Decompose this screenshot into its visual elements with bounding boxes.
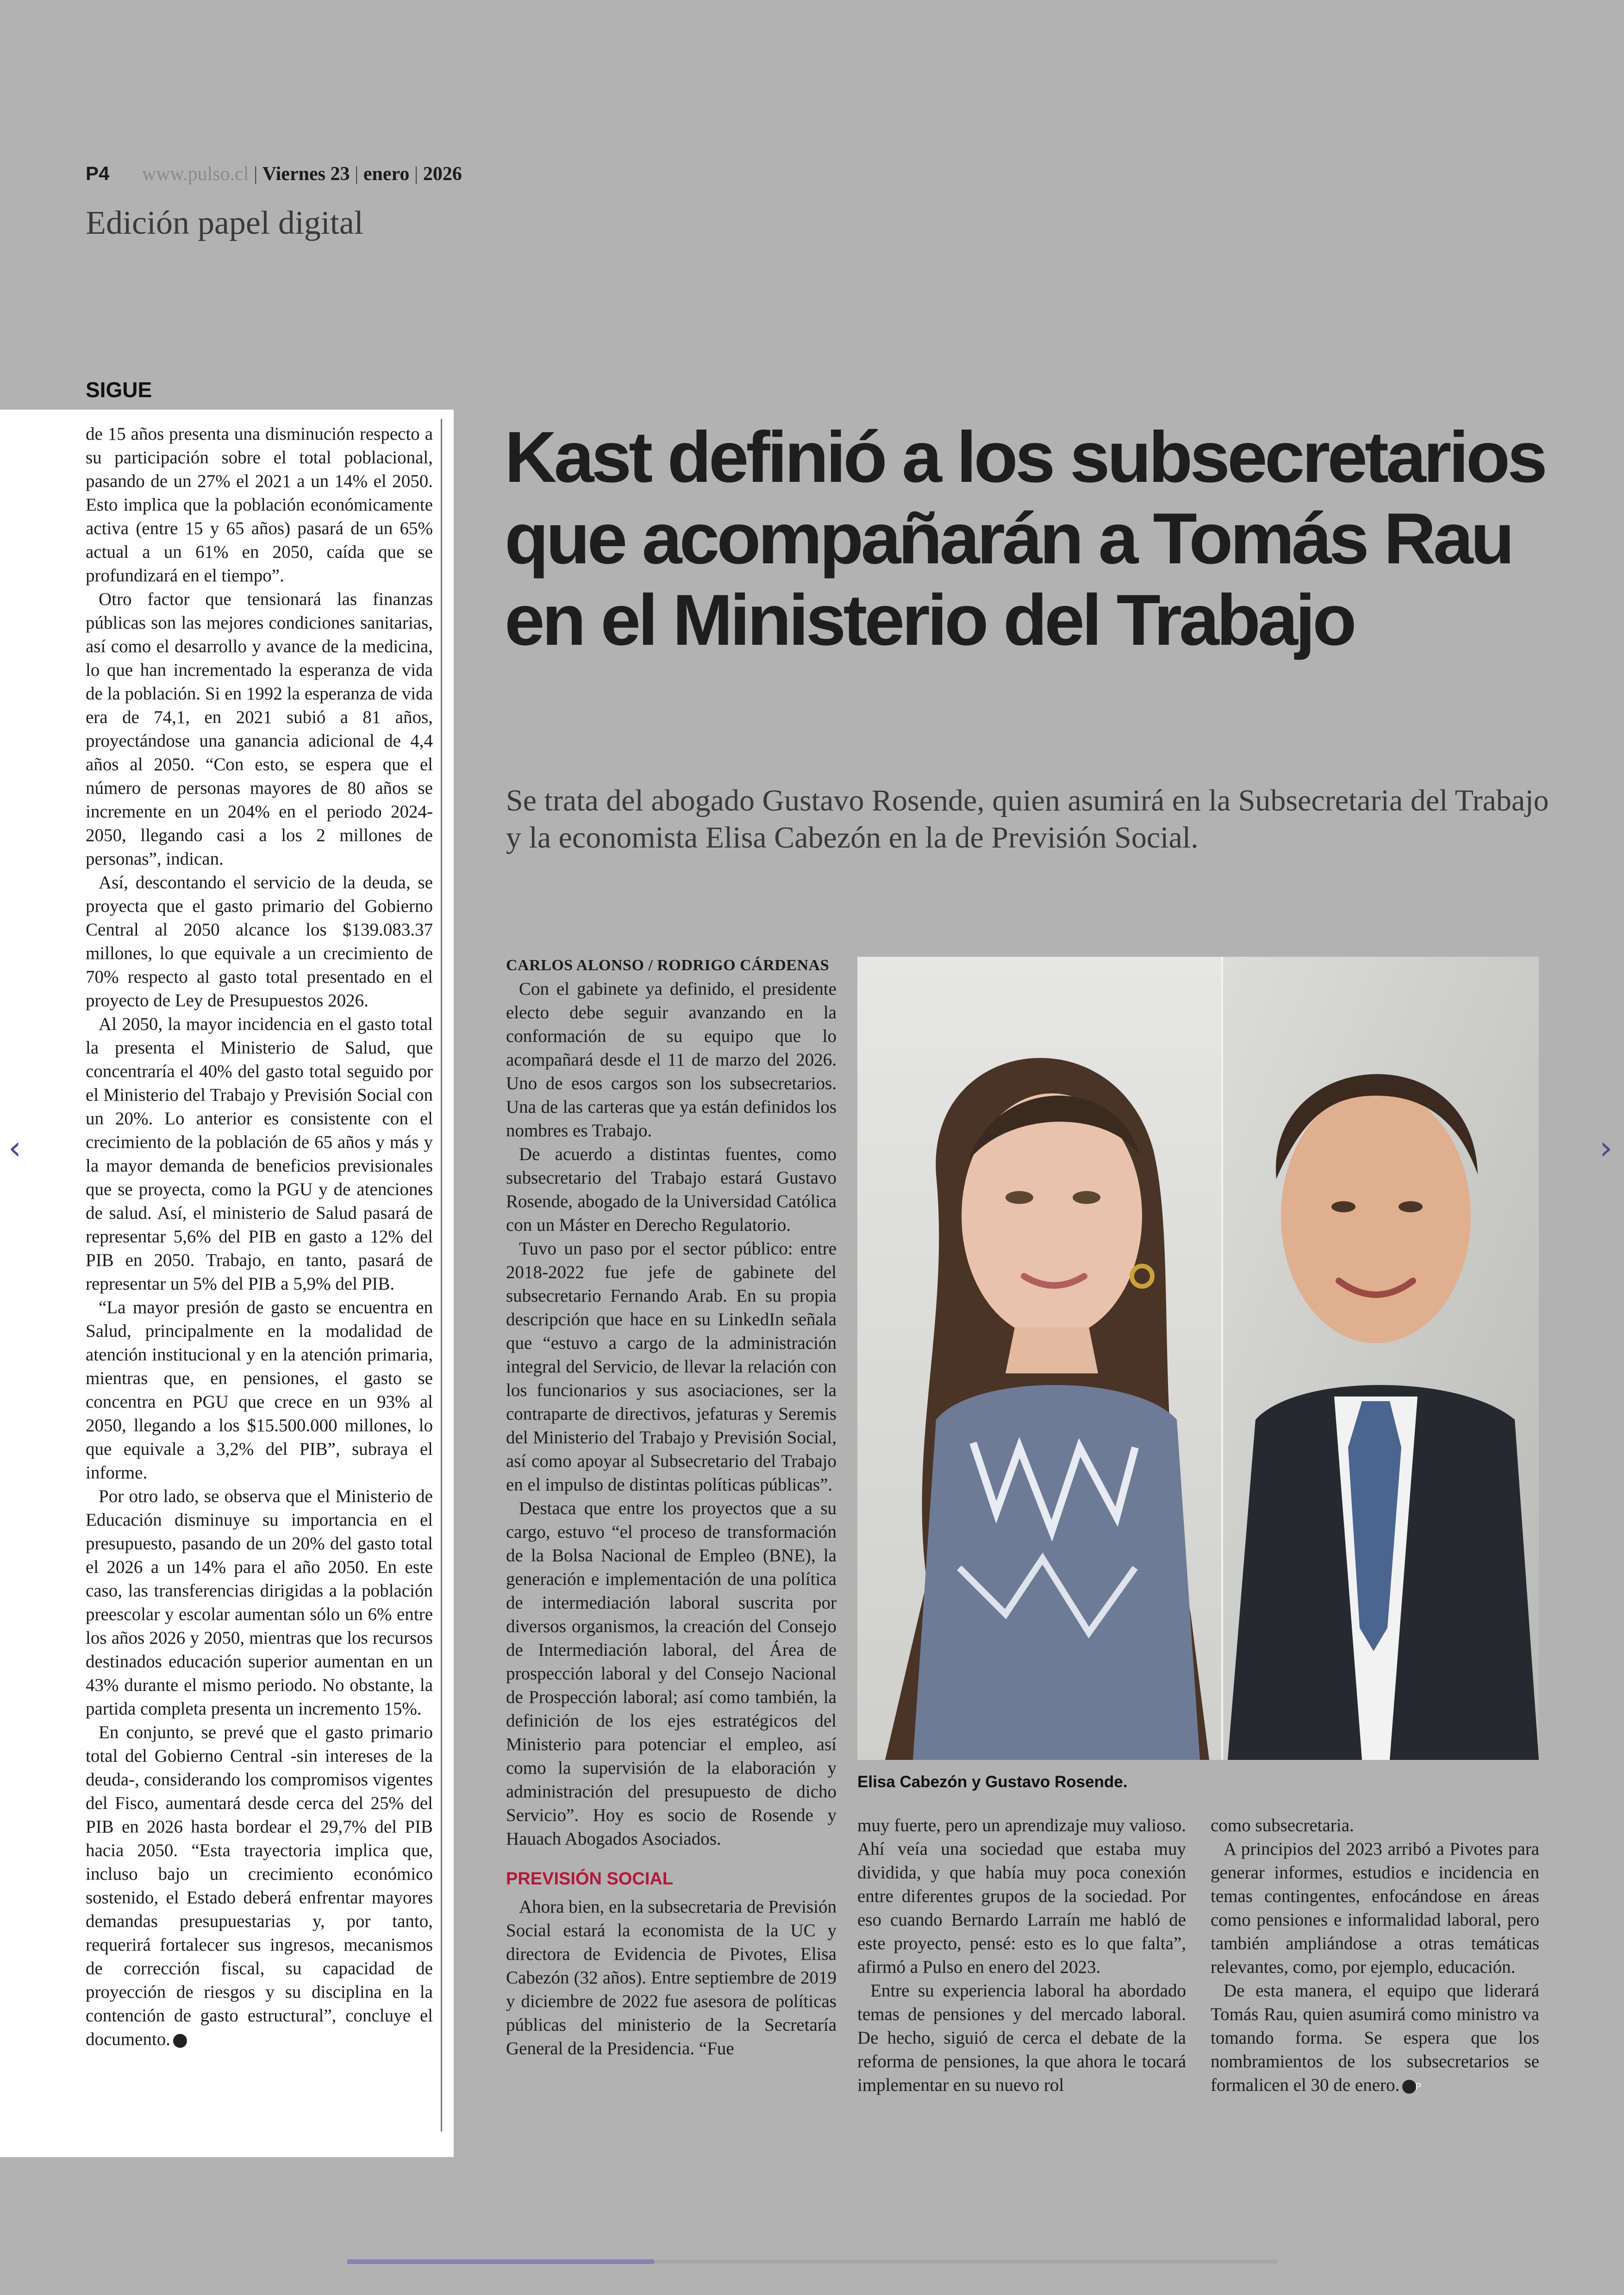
chevron-right-icon[interactable]: › [1599, 1129, 1612, 1167]
paragraph: Ahora bien, en la subsecretaria de Previsión Social estará la economista de la UC y directora de Evidencia de Pivotes, Elisa Cabezón (32 años). Entre septiembre de 2019 y diciembre de 2022 fue asesora de políticas públicas del ministerio de la Secretaría General de la Presidencia. “Fue [506, 1897, 837, 2058]
date-month: enero [363, 163, 410, 185]
article-photo [857, 957, 1539, 1760]
continued-label: SIGUE [86, 378, 152, 402]
column-divider [441, 419, 442, 2132]
paragraph: como subsecretaria. [1211, 1815, 1354, 1835]
date-day: Viernes 23 [262, 163, 350, 185]
edition-title: Edición papel digital [86, 204, 363, 241]
paragraph: Destaca que entre los proyectos que a su cargo, estuvo “el proceso de transformación de la Bolsa Nacional de Empleo (BNE), la generación e implementación de una política de intermediación laboral suscrita por diversos organismos, la creación del Consejo de Intermediación laboral, del Área de prospección laboral y del Consejo Nacional de Prospección laboral; así como también, la definición de los ejes estratégicos del Ministerio para potenciar el empleo, así como la supervisión de la elaboración y administración del presupuesto de dicho Servicio”. Hoy es socio de Rosende y Hauach Abogados Asociados. [506, 1498, 837, 1849]
section-subhead: PREVISIÓN SOCIAL [506, 1869, 674, 1889]
separator: | [354, 163, 359, 185]
page-progress-fill [347, 2259, 654, 2264]
paragraph: Al 2050, la mayor incidencia en el gasto total la presenta el Ministerio de Salud, que concentraría el 40% del gasto total seguido por el Ministerio del Trabajo y Previsión Social con un 20%. Lo anterior es consistente con el crecimiento de la población de 65 años y más y la mayor demanda de beneficios previsionales que se proyecta, como la PGU y de atenciones de salud. Así, el ministerio de Salud pasará de representar 5,6% del PIB en gasto a 12% del PIB en 2050. Trabajo, en tanto, pasará de representar un 5% del PIB a 5,9% del PIB. [86, 1014, 433, 1294]
paragraph: Con el gabinete ya definido, el presidente electo debe seguir avanzando en la conformación de su equipo que lo acompañará desde el 11 de marzo del 2026. Uno de esos cargos son los subsecretarios. Una de las carteras que ya están definidos los nombres es Trabajo. [506, 979, 837, 1141]
article-column-1 [506, 954, 837, 2060]
paragraph: Por otro lado, se observa que el Ministerio de Educación disminuye su importancia en el presupuesto, pasando de un 20% del gasto total el 2026 a un 14% para el año 2050. En este caso, las transferencias dirigidas a la población preescolar y escolar aumentan sólo un 6% entre los años 2026 y 2050, mientras que los recursos destinados educación superior aumentan en un 43% durante el mismo periodo. No obstante, la partida completa presenta un incremento 15%. [86, 1486, 433, 1719]
continued-article-text [86, 422, 433, 2051]
paragraph: muy fuerte, pero un aprendizaje muy valioso. Ahí veía una sociedad que estaba muy dividida, y que había muy poca conexión entre diferentes grupos de la sociedad. Por eso cuando Bernardo Larraín me habló de este proyecto, pensé: esto es lo que falta”, afirmó a Pulso en enero del 2023. [857, 1815, 1186, 1977]
paragraph: de 15 años presenta una disminución respecto a su participación sobre el total poblacional, pasando de un 27% el 2021 a un 14% el 2050. Esto implica que la población económicamente activa (entre 15 y 65 años) pasará de un 65% actual a un 61% en 2050, caída que se profundizará en el tiempo”. [86, 424, 433, 586]
end-mark-icon: P [1402, 2080, 1416, 2094]
date-year: 2026 [423, 163, 462, 185]
paragraph: Tuvo un paso por el sector público: entre 2018-2022 fue jefe de gabinete del subsecretario Fernando Arab. En su propia descripción que hace en su LinkedIn señala que “estuvo a cargo de la administración integral del Servicio, de llevar la relación con los funcionarios y sus asociaciones, ser la contraparte de directivos, jefaturas y Seremis del Ministerio del Trabajo y Previsión Social, así como apoyar al Subsecretario del Trabajo en el impulso de distintas políticas públicas”. [506, 1239, 837, 1495]
paragraph: En conjunto, se prevé que el gasto primario total del Gobierno Central -sin intereses de la deuda-, considerando los compromisos vigentes del Fisco, aumentará desde cerca del 25% del PIB en 2026 hasta bordear el 29,7% del PIB hacia 2050. “Esta trayectoria implica que, incluso bajo un crecimiento económico sostenido, el Estado deberá enfrentar mayores demandas presupuestarias y, por tanto, requerirá fortalecer sus ingresos, mecanismos de corrección fiscal, su capacidad de proyección de riesgos y su disciplina en la contención de gasto estructural”, concluye el documento. [86, 1722, 433, 2049]
article-column-3 [1211, 1814, 1539, 2097]
end-mark-icon: P [173, 2034, 187, 2048]
paragraph: Entre su experiencia laboral ha abordado temas de pensiones y del mercado laboral. De hecho, siguió de cerca el debate de la reforma de pensiones, la que ahora le tocará implementar en su nuevo rol [857, 1981, 1186, 2095]
site-url: www.pulso.cl [142, 163, 249, 185]
paragraph: Así, descontando el servicio de la deuda, se proyecta que el gasto primario del Gobierno Central al 2050 alcance los $139.083.37 millones, lo que equivale a un crecimiento de 70% respecto al gasto total presentado en el proyecto de Ley de Presupuestos 2026. [86, 873, 433, 1010]
masthead [86, 160, 462, 188]
article-lead: Se trata del abogado Gustavo Rosende, quien asumirá en la Subsecretaria del Trabajo y la economista Elisa Cabezón en la de Previsión Social. [506, 784, 1549, 854]
paragraph: Otro factor que tensionará las finanzas públicas son las mejores condiciones sanitarias, así como el desarrollo y avance de la medicina, lo que han incrementado la esperanza de vida de la población. Si en 1992 la esperanza de vida era de 74,1, en 2021 subió a 81 años, proyectándose una ganancia adicional de 4,4 años al 2050. “Con esto, se espera que el número de personas mayores de 80 años se incremente en un 204% en el periodo 2024-2050, llegando casi a los 2 millones de personas”, indican. [86, 589, 433, 869]
paragraph: De acuerdo a distintas fuentes, como subsecretario del Trabajo estará Gustavo Rosende, abogado de la Universidad Católica con un Máster en Derecho Regulatorio. [506, 1144, 837, 1235]
chevron-left-icon[interactable]: ‹ [8, 1129, 21, 1167]
byline: CARLOS ALONSO / RODRIGO CÁRDENAS [506, 957, 829, 974]
paragraph: A principios del 2023 arribó a Pivotes para generar informes, estudios e incidencia en temas contingentes, enfocándose en áreas como pensiones e informalidad laboral, pero también ampliándose a otras temáticas relevantes, como, por ejemplo, educación. [1211, 1839, 1539, 1977]
page-number: P4 [86, 162, 110, 184]
photo-caption: Elisa Cabezón y Gustavo Rosende. [857, 1773, 1128, 1791]
separator: | [414, 163, 418, 185]
paragraph: De esta manera, el equipo que liderará Tomás Rau, quien asumirá como ministro va tomando forma. Se espera que los nombramientos de los subsecretarios se formalicen el 30 de enero. [1211, 1981, 1539, 2095]
separator: | [253, 163, 258, 185]
photo-illustration [857, 957, 1539, 1760]
article-headline: Kast definió a los subsecretarios que acompañarán a Tomás Rau en el Ministerio del Trabajo [505, 417, 1545, 661]
paragraph: “La mayor presión de gasto se encuentra en Salud, principalmente en la modalidad de atención institucional y en la atención primaria, mientras que, en pensiones, el gasto se concentra en PGU que crece en un 93% al 2050, llegando a los $15.500.000 millones, lo que equivale a 3,2% del PIB”, subraya el informe. [86, 1297, 433, 1483]
article-column-2 [857, 1814, 1186, 2097]
